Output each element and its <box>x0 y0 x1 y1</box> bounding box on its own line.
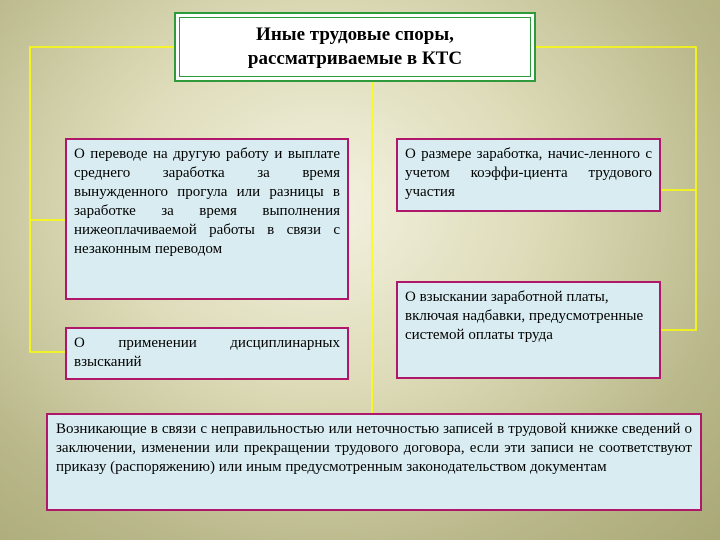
diagram-title-text: Иные трудовые споры, рассматриваемые в КТС <box>247 24 463 69</box>
box-earnings-size-dispute-text: О размере заработка, начис-ленного с учетом коэффи-циента трудового участия <box>405 146 652 200</box>
diagram-title <box>174 12 536 82</box>
box-disciplinary-dispute <box>65 327 349 380</box>
box-disciplinary-dispute-text: О применении дисциплинарных взысканий <box>74 335 340 370</box>
box-wage-recovery-dispute <box>396 281 661 379</box>
box-earnings-size-dispute <box>396 138 661 212</box>
box-transfer-dispute-text: О переводе на другую работу и выплате среднего заработка за время вынужденного прогула или разницы в заработке за время выполнения нижеоплачиваемой работы в связи с незаконным переводом <box>74 146 340 257</box>
box-employment-record-dispute-text: Возникающие в связи с неправильностью или неточностью записей в трудовой книжке сведений о заключении, изменении или прекращении трудового договора, если эти записи не соответствуют приказу (распоряжению) или иным предусмотренным законодательством документам <box>56 421 692 475</box>
box-transfer-dispute <box>65 138 349 300</box>
box-wage-recovery-dispute-text: О взыскании заработной платы, включая надбавки, предусмотренные системой оплаты труда <box>405 289 644 343</box>
box-employment-record-dispute <box>46 413 702 511</box>
